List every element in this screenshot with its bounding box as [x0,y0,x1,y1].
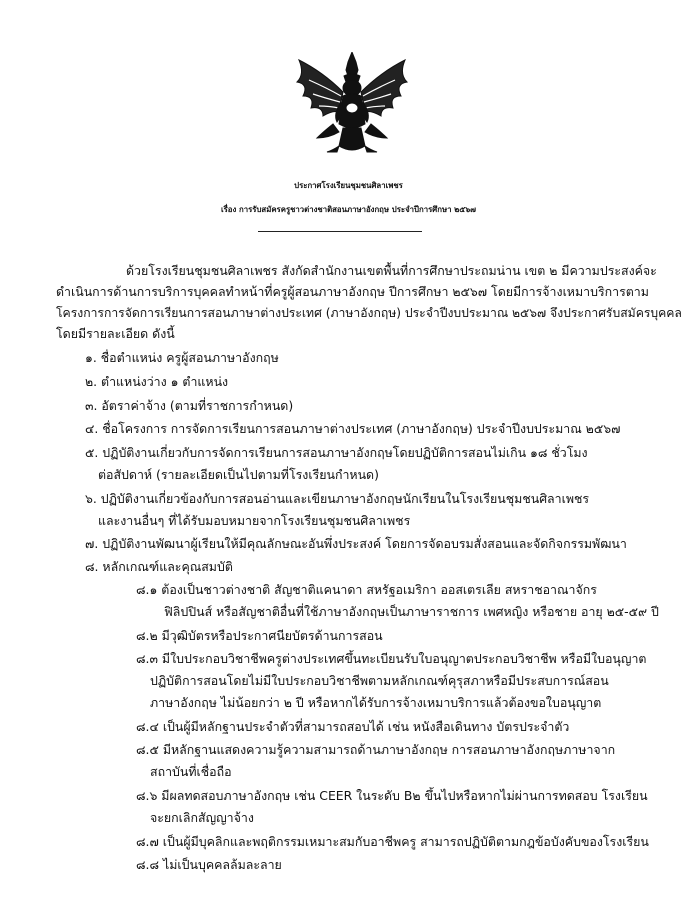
list-item: ๕. ปฏิบัติงานเกี่ยวกับการจัดการเรียนการสอนภาษาอังกฤษโดยปฏิบัติการสอนไม่เกิน ๑๘ ชั่วโมง [85,445,588,460]
sub-list-item: ๘.๑ ต้องเป็นชาวต่างชาติ สัญชาติแคนาดา สหรัฐอเมริกา ออสเตรเลีย สหราชอาณาจักร [136,582,597,597]
list-item: ๓. อัตราค่าจ้าง (ตามที่ราชการกำหนด) [85,398,294,413]
intro-line: โดยมีรายละเอียด ดังนี้ [56,326,175,341]
list-item-continued: และงานอื่นๆ ที่ได้รับมอบหมายจากโรงเรียนชุมชนศิลาเพชร [98,513,411,528]
announcement-title: ประกาศโรงเรียนชุมชนศิลาเพชร [294,181,403,190]
list-item: ๑. ชื่อตำแหน่ง ครูผู้สอนภาษาอังกฤษ [85,350,279,365]
list-item: ๖. ปฏิบัติงานเกี่ยวข้องกับการสอนอ่านและเขียนภาษาอังกฤษนักเรียนในโรงเรียนชุมชนศิลาเพชร [85,491,590,506]
list-item: ๒. ตำแหน่งว่าง ๑ ตำแหน่ง [85,374,229,389]
sub-list-item-continued: สถาบันที่เชื่อถือ [150,764,232,779]
list-item: ๘. หลักเกณฑ์และคุณสมบัติ [85,559,233,574]
list-item-continued: ต่อสัปดาห์ (รายละเอียดเป็นไปตามที่โรงเรียนกำหนด) [98,467,379,482]
sub-list-item-continued: ภาษาอังกฤษ ไม่น้อยกว่า ๒ ปี หรือหากได้รับการจ้างเหมาบริการแล้วต้องขอใบอนุญาต [150,695,602,710]
garuda-emblem-icon [293,52,411,154]
sub-list-item-continued: ฟิลิปปินส์ หรือสัญชาติอื่นที่ใช้ภาษาอังกฤษเป็นภาษาราชการ เพศหญิง หรือชาย อายุ ๒๕-๕๙ ปี [164,604,659,619]
list-item: ๗. ปฏิบัติงานพัฒนาผู้เรียนให้มีคุณลักษณะอันพึ่งประสงค์ โดยการจัดอบรมสั่งสอนและจัดกิจกรรมพัฒนา [85,536,627,551]
sub-list-item: ๘.๒ มีวุฒิบัตรหรือประกาศนียบัตรด้านการสอน [136,628,383,643]
sub-list-item: ๘.๕ มีหลักฐานแสดงความรู้ความสามารถด้านภาษาอังกฤษ การสอนภาษาอังกฤษภาษาจาก [136,742,616,757]
sub-list-item: ๘.๖ มีผลทดสอบภาษาอังกฤษ เช่น CEER ในระดับ B๒ ขึ้นไปหรือหากไม่ผ่านการทดสอบ โรงเรียน [136,788,648,803]
sub-list-item: ๘.๓ มีใบประกอบวิชาชีพครูต่างประเทศขึ้นทะเบียนรับใบอนุญาตประกอบวิชาชีพ หรือมีใบอนุญาต [136,651,647,666]
title-underline [258,231,422,232]
intro-line: โครงการการจัดการเรียนการสอนภาษาต่างประเทศ (ภาษาอังกฤษ) ประจำปีงบประมาณ ๒๕๖๗ จึงประกาศรับสมัครบุคคล [56,306,682,320]
sub-list-item: ๘.๔ เป็นผู้มีหลักฐานประจำตัวที่สามารถสอบได้ เช่น หนังสือเดินทาง บัตรประจำตัว [136,719,570,734]
sub-list-item-continued: จะยกเลิกสัญญาจ้าง [150,810,254,825]
intro-line: ดำเนินการด้านการบริการบุคคลทำหน้าที่ครูผู้สอนภาษาอังกฤษ ปีการศึกษา ๒๕๖๗ โดยมีการจ้างเหมาบริการตาม [56,284,649,299]
intro-line: ด้วยโรงเรียนชุมชนศิลาเพชร สังกัดสำนักงานเขตพื้นที่การศึกษาประถมน่าน เขต ๒ มีความประสงค์จะ [126,263,657,278]
list-item: ๔. ชื่อโครงการ การจัดการเรียนการสอนภาษาต่างประเทศ (ภาษาอังกฤษ) ประจำปีงบประมาณ ๒๕๖๗ [85,421,621,436]
sub-list-item: ๘.๘ ไม่เป็นบุคคลล้มละลาย [136,857,282,872]
sub-list-item-continued: ปฏิบัติการสอนโดยไม่มีใบประกอบวิชาชีพตามหลักเกณฑ์คุรุสภาหรือมีประสบการณ์สอน [150,673,609,688]
sub-list-item: ๘.๗ เป็นผู้มีบุคลิกและพฤติกรรมเหมาะสมกับอาชีพครู สามารถปฏิบัติตามกฎข้อบังคับของโรงเรียน [136,834,649,849]
announcement-subject: เรื่อง การรับสมัครครูชาวต่างชาติสอนภาษาอังกฤษ ประจำปีการศึกษา ๒๕๖๗ [220,205,477,214]
